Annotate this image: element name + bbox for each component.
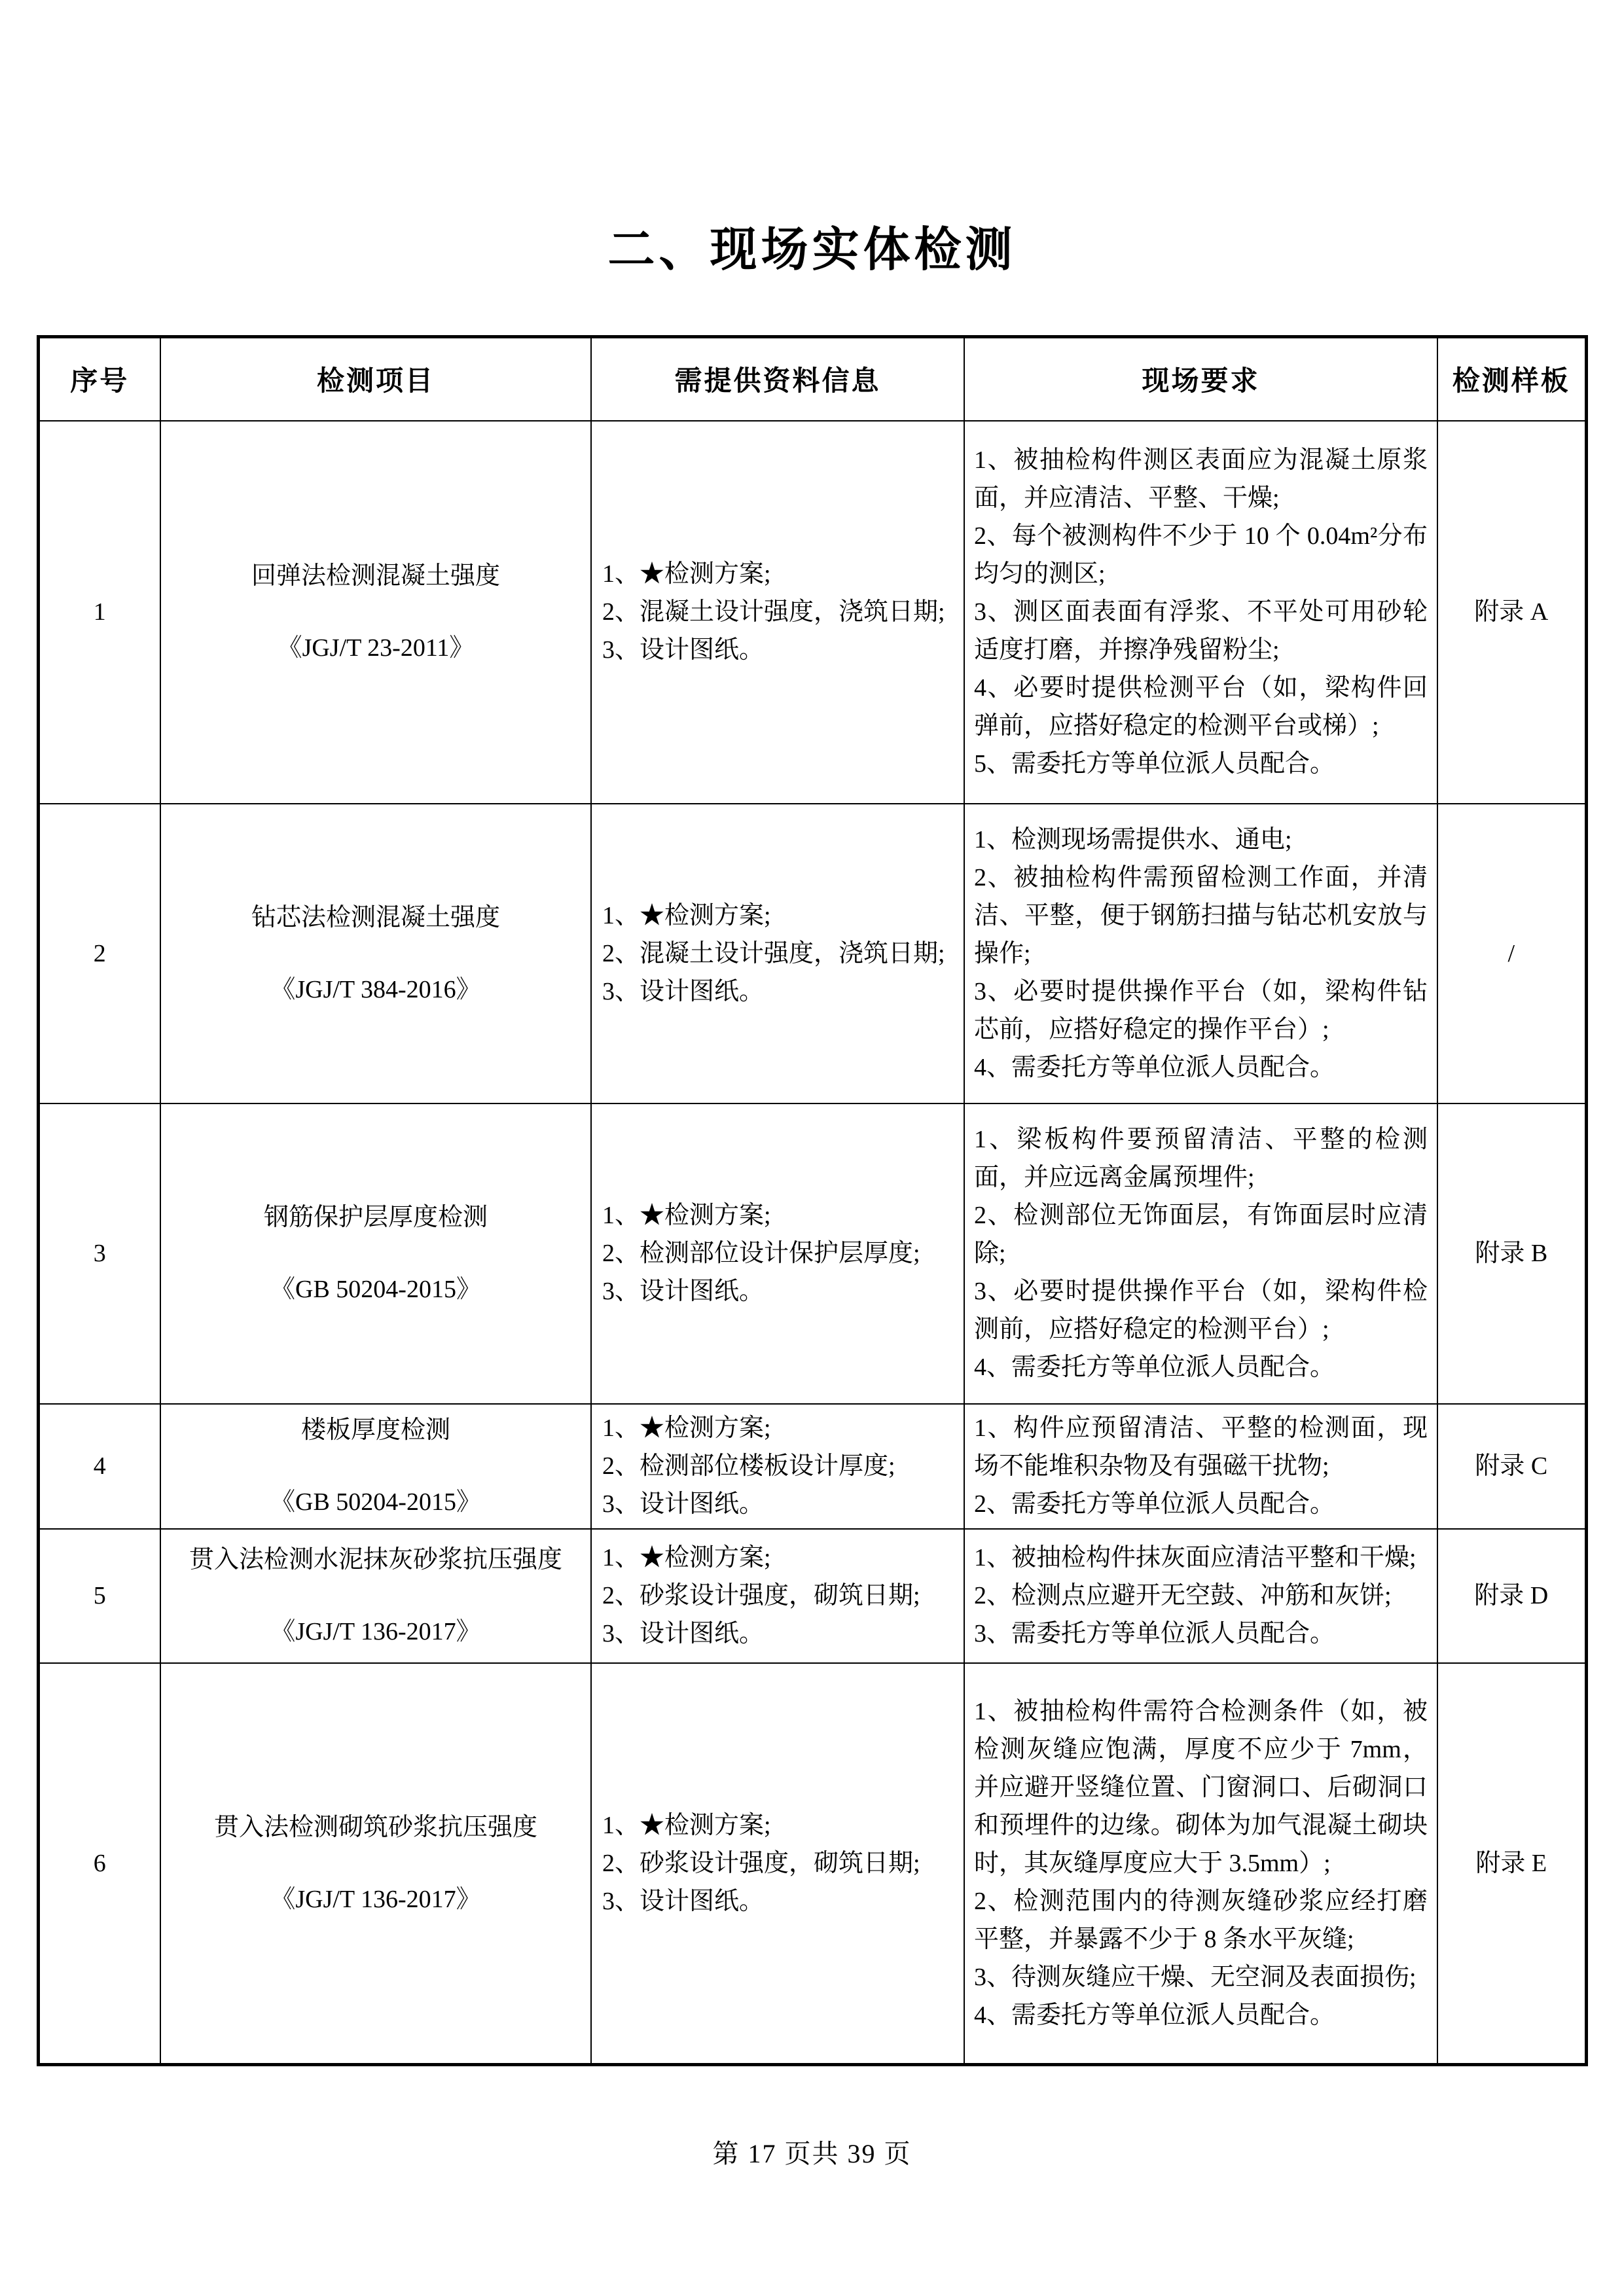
requirement-item: 1、被抽检构件抹灰面应清洁平整和干燥;: [974, 1544, 1416, 1571]
row-number: 2: [38, 804, 160, 1103]
test-item-name: 贯入法检测砌筑砂浆抗压强度: [213, 1813, 537, 1841]
test-item-name: 回弹法检测混凝土强度: [251, 562, 500, 590]
info-item: 2、混凝土设计强度，浇筑日期;: [602, 939, 945, 967]
requirements-cell: [964, 1529, 1437, 1663]
requirement-item: 5、需委托方等单位派人员配合。: [974, 750, 1335, 778]
requirements-cell: [964, 1404, 1437, 1529]
test-item-standard: 《GB 50204-2015》: [270, 1488, 481, 1516]
table-row: [38, 421, 1586, 804]
requirement-item: 1、被抽检构件需符合检测条件（如，被检测灰缝应饱满，厚度不应少于 7mm，并应避开竖缝位置、门窗洞口、后砌洞口和预埋件的边缘。砌体为加气混凝土砌块时，其灰缝厚度应大于 3.5mm）;: [974, 1697, 1428, 1877]
sample-cell: 附录 E: [1437, 1663, 1586, 2065]
table-row: [38, 804, 1586, 1103]
sample-cell: 附录 C: [1437, 1404, 1586, 1529]
info-item: 3、设计图纸。: [602, 636, 765, 664]
table-row: [38, 1529, 1586, 1663]
test-item-name: 贯入法检测水泥抹灰砂浆抗压强度: [189, 1546, 562, 1573]
requirement-item: 1、梁板构件要预留清洁、平整的检测面，并应远离金属预埋件;: [974, 1126, 1428, 1191]
info-cell: [591, 421, 964, 804]
info-item: 1、★检测方案;: [602, 560, 771, 588]
table-row: [38, 1103, 1586, 1404]
info-item: 2、砂浆设计强度，砌筑日期;: [602, 1582, 920, 1609]
test-item-name: 钻芯法检测混凝土强度: [251, 903, 500, 931]
test-item-standard: 《JGJ/T 23-2011》: [277, 634, 475, 662]
requirement-item: 1、构件应预留清洁、平整的检测面，现场不能堆积杂物及有强磁干扰物;: [974, 1414, 1428, 1480]
header-cell-no: 序号: [38, 337, 160, 421]
requirements-cell: [964, 1103, 1437, 1404]
info-cell: [591, 1529, 964, 1663]
table-row: [38, 1663, 1586, 2065]
info-item: 1、★检测方案;: [602, 1544, 771, 1571]
requirement-item: 3、必要时提供操作平台（如，梁构件检测前，应搭好稳定的检测平台）;: [974, 1278, 1428, 1343]
requirements-cell: [964, 421, 1437, 804]
requirement-item: 2、需委托方等单位派人员配合。: [974, 1490, 1335, 1518]
requirement-item: 3、必要时提供操作平台（如，梁构件钻芯前，应搭好稳定的操作平台）;: [974, 977, 1428, 1043]
info-item: 3、设计图纸。: [602, 1620, 765, 1647]
info-item: 1、★检测方案;: [602, 1202, 771, 1229]
info-cell: [591, 1663, 964, 2065]
requirements-cell: [964, 1663, 1437, 2065]
page-footer: 第 17 页共 39 页: [712, 2139, 912, 2168]
info-cell: [591, 1103, 964, 1404]
row-number: 1: [38, 421, 160, 804]
inspection-table: [37, 335, 1588, 2066]
row-number: 5: [38, 1529, 160, 1663]
sample-cell: 附录 D: [1437, 1529, 1586, 1663]
header-cell-requirements: 现场要求: [964, 337, 1437, 421]
info-cell: [591, 804, 964, 1103]
row-number: 3: [38, 1103, 160, 1404]
requirement-item: 4、需委托方等单位派人员配合。: [974, 1053, 1335, 1081]
test-item-cell: [160, 1404, 591, 1529]
requirement-item: 4、必要时提供检测平台（如，梁构件回弹前，应搭好稳定的检测平台或梯）;: [974, 674, 1428, 740]
row-number: 4: [38, 1404, 160, 1529]
test-item-standard: 《JGJ/T 136-2017》: [270, 1885, 481, 1913]
test-item-standard: 《GB 50204-2015》: [270, 1276, 481, 1303]
table-header-row: [38, 337, 1586, 421]
header-cell-sample: 检测样板: [1437, 337, 1586, 421]
info-item: 3、设计图纸。: [602, 1278, 765, 1305]
requirement-item: 2、检测部位无饰面层，有饰面层时应清除;: [974, 1202, 1428, 1267]
test-item-cell: [160, 1103, 591, 1404]
requirement-item: 2、检测点应避开无空鼓、冲筋和灰饼;: [974, 1582, 1392, 1609]
info-item: 1、★检测方案;: [602, 1414, 771, 1442]
header-cell-item: 检测项目: [160, 337, 591, 421]
requirement-item: 1、被抽检构件测区表面应为混凝土原浆面，并应清洁、平整、干燥;: [974, 446, 1428, 512]
requirement-item: 3、待测灰缝应干燥、无空洞及表面损伤;: [974, 1963, 1416, 1991]
requirement-item: 4、需委托方等单位派人员配合。: [974, 1354, 1335, 1381]
requirement-item: 2、每个被测构件不少于 10 个 0.04m²分布均匀的测区;: [974, 522, 1428, 588]
table-row: [38, 1404, 1586, 1529]
requirement-item: 2、检测范围内的待测灰缝砂浆应经打磨平整，并暴露不少于 8 条水平灰缝;: [974, 1887, 1428, 1953]
info-item: 2、检测部位楼板设计厚度;: [602, 1452, 895, 1480]
test-item-standard: 《JGJ/T 384-2016》: [270, 975, 481, 1003]
test-item-name: 楼板厚度检测: [300, 1416, 450, 1444]
info-item: 1、★检测方案;: [602, 1811, 771, 1839]
info-item: 2、检测部位设计保护层厚度;: [602, 1240, 920, 1267]
info-item: 3、设计图纸。: [602, 1490, 765, 1518]
test-item-cell: [160, 804, 591, 1103]
sample-cell: 附录 B: [1437, 1103, 1586, 1404]
test-item-standard: 《JGJ/T 136-2017》: [270, 1618, 481, 1645]
page-title: 二、现场实体检测: [607, 224, 1017, 276]
requirement-item: 4、需委托方等单位派人员配合。: [974, 2001, 1335, 2029]
info-item: 2、砂浆设计强度，砌筑日期;: [602, 1849, 920, 1877]
info-item: 2、混凝土设计强度，浇筑日期;: [602, 598, 945, 626]
requirements-cell: [964, 804, 1437, 1103]
info-item: 1、★检测方案;: [602, 901, 771, 929]
header-cell-info: 需提供资料信息: [591, 337, 964, 421]
test-item-cell: [160, 1663, 591, 2065]
requirement-item: 3、测区面表面有浮浆、不平处可用砂轮适度打磨，并擦净残留粉尘;: [974, 598, 1428, 664]
requirement-item: 1、检测现场需提供水、通电;: [974, 825, 1292, 853]
row-number: 6: [38, 1663, 160, 2065]
info-cell: [591, 1404, 964, 1529]
test-item-cell: [160, 1529, 591, 1663]
sample-cell: /: [1437, 804, 1586, 1103]
requirement-item: 3、需委托方等单位派人员配合。: [974, 1620, 1335, 1647]
sample-cell: 附录 A: [1437, 421, 1586, 804]
info-item: 3、设计图纸。: [602, 977, 765, 1005]
test-item-cell: [160, 421, 591, 804]
requirement-item: 2、被抽检构件需预留检测工作面，并清洁、平整，便于钢筋扫描与钻芯机安放与操作;: [974, 863, 1428, 967]
info-item: 3、设计图纸。: [602, 1887, 765, 1915]
test-item-name: 钢筋保护层厚度检测: [263, 1204, 488, 1231]
